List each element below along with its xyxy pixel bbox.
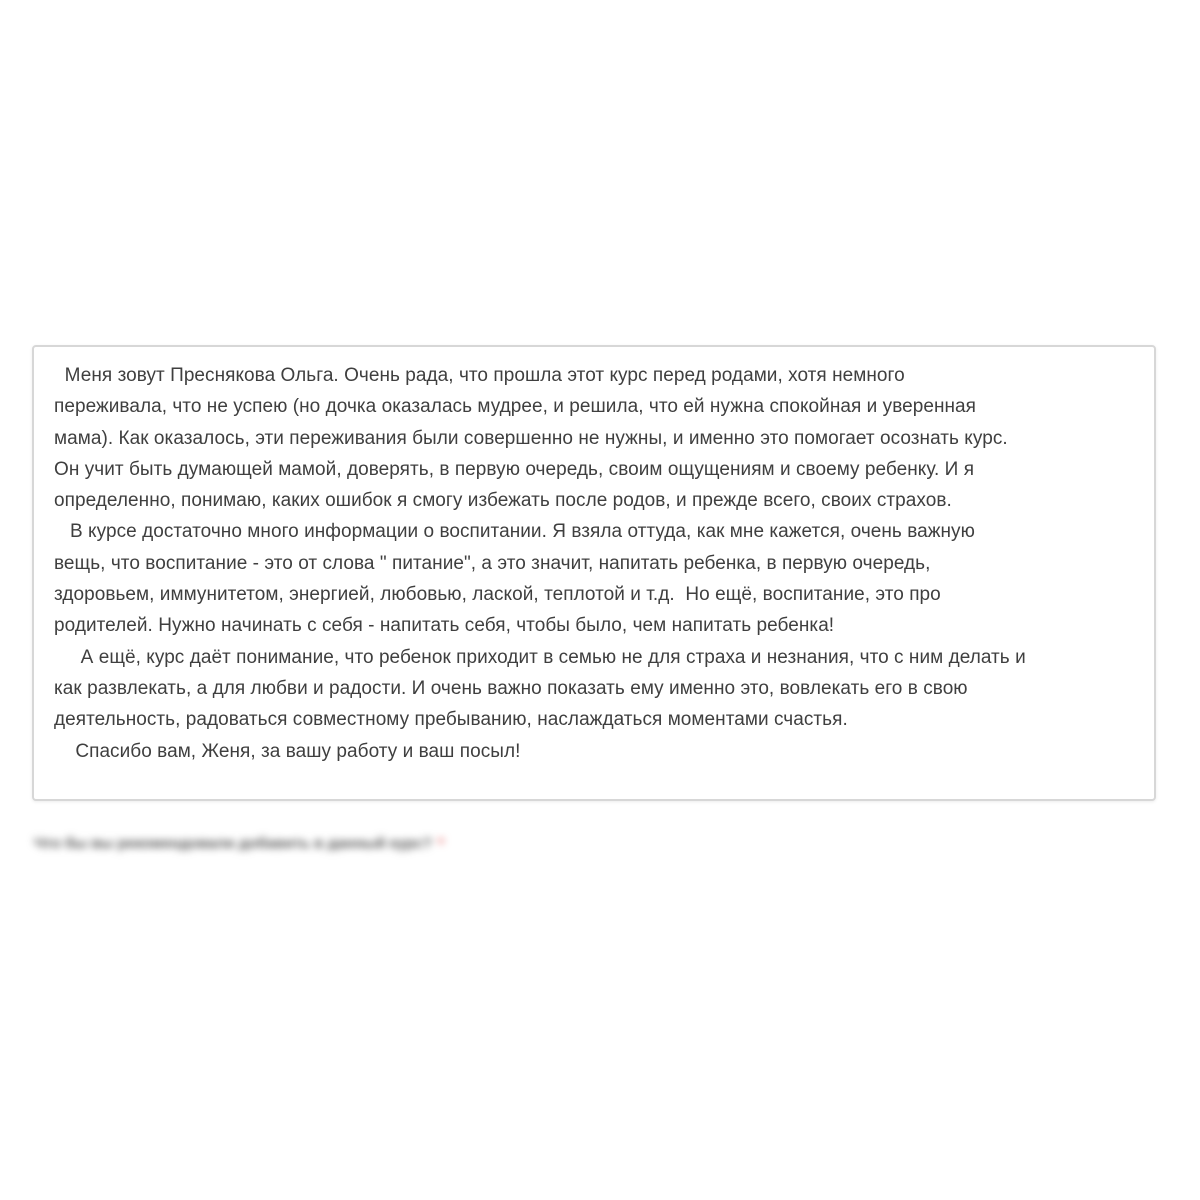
review-line: Он учит быть думающей мамой, доверять, в первую очередь, своим ощущениям и своему ребенку. И я bbox=[54, 458, 975, 480]
required-asterisk: * bbox=[438, 834, 444, 852]
review-line: родителей. Нужно начинать с себя - напитать себя, чтобы было, чем напитать ребенка! bbox=[54, 615, 835, 637]
review-textarea[interactable] bbox=[32, 345, 1156, 801]
review-line: Меня зовут Преснякова Ольга. Очень рада, что прошла этот курс перед родами, хотя немного bbox=[54, 365, 905, 386]
review-line: В курсе достаточно много информации о воспитании. Я взяла оттуда, как мне кажется, очень важную bbox=[54, 521, 975, 543]
review-line: как развлекать, а для любви и радости. И очень важно показать ему именно это, вовлекать его в свою bbox=[54, 677, 968, 699]
review-line: деятельность, радоваться совместному пребыванию, наслаждаться моментами счастья. bbox=[54, 709, 848, 731]
review-line: переживала, что не успею (но дочка оказалась мудрее, и решила, что ей нужна спокойная и уверенная bbox=[54, 396, 977, 418]
review-line: Спасибо вам, Женя, за вашу работу и ваш посыл! bbox=[54, 740, 521, 762]
review-text bbox=[54, 360, 1154, 767]
review-line: здоровьем, иммунитетом, энергией, любовью, лаской, теплотой и т.д. Но ещё, воспитание, это про bbox=[54, 584, 941, 606]
review-line: А ещё, курс даёт понимание, что ребенок приходит в семью не для страха и незнания, что с ним делать и bbox=[54, 646, 1026, 668]
question-label: Что бы вы рекомендовали добавить в данный курс? bbox=[34, 834, 433, 852]
review-line: вещь, что воспитание - это от слова " питание", а это значит, напитать ребенка, в первую очередь, bbox=[54, 552, 931, 574]
review-line: мама). Как оказалось, эти переживания были совершенно не нужны, и именно это помогает осознать курс. bbox=[54, 427, 1008, 449]
review-line: определенно, понимаю, каких ошибок я смогу избежать после родов, и прежде всего, своих страхов. bbox=[54, 490, 952, 512]
next-question bbox=[34, 828, 444, 858]
